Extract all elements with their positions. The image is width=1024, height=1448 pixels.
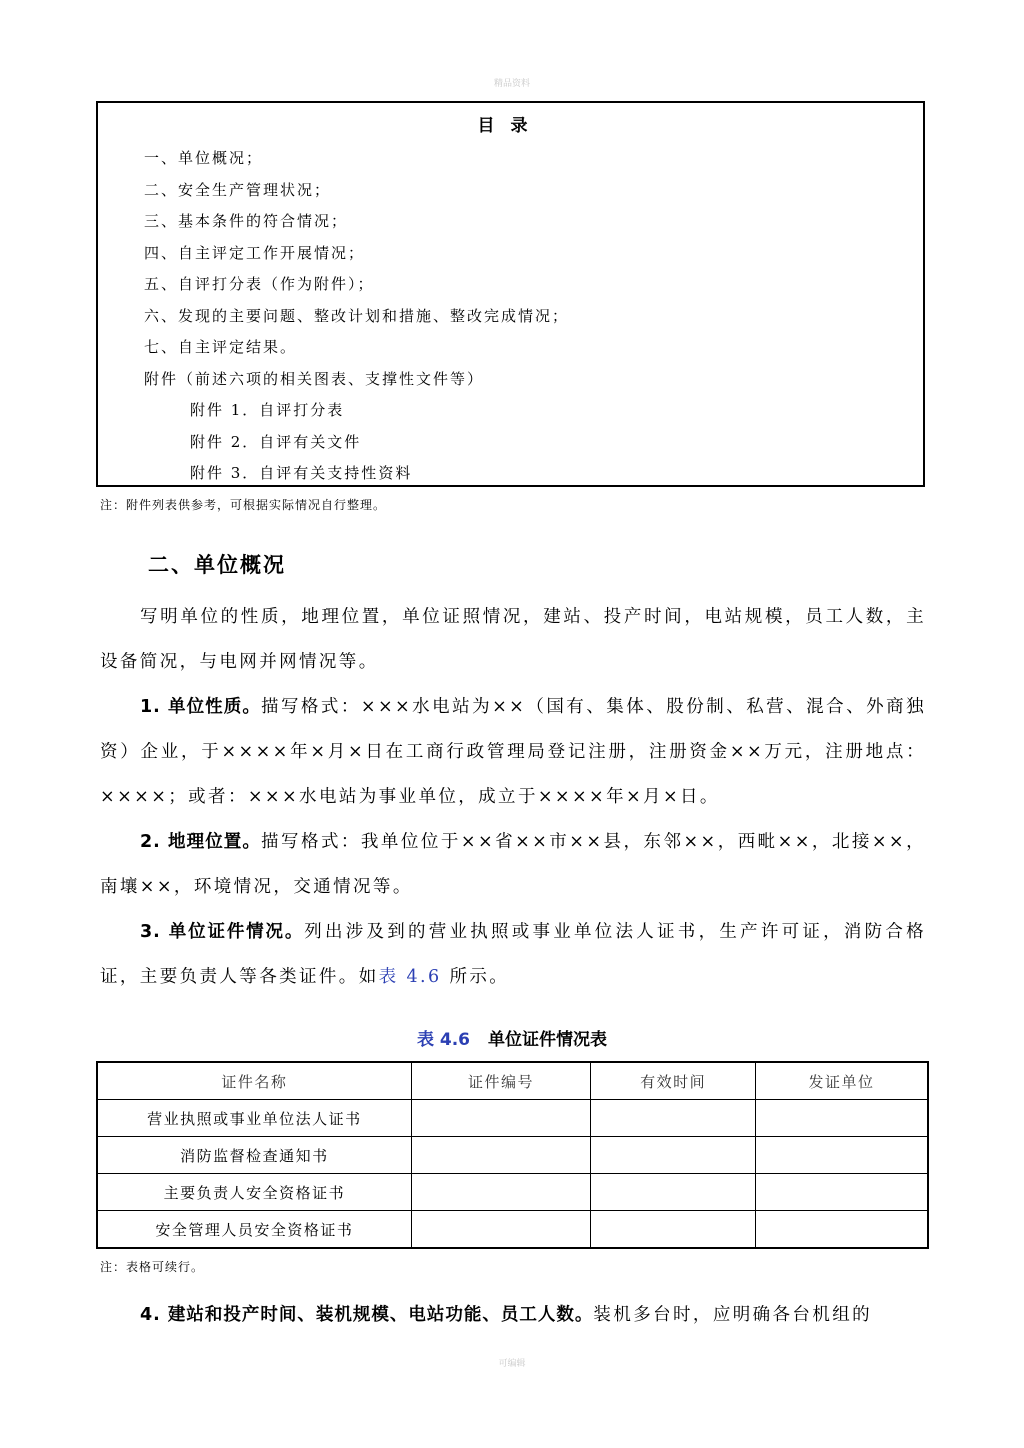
toc-item: 附件（前述六项的相关图表、支撑性文件等） [144, 370, 485, 388]
paragraph-build-time [100, 1293, 926, 1338]
toc-item: 五、自评打分表（作为附件）； [144, 275, 375, 293]
paragraph-unit-nature [100, 685, 926, 820]
table-caption [0, 1025, 1024, 1050]
paragraph-text: 描写格式：×××水电站为××（国有、集体、股份制、私营、混合、外商独资）企业，于××××年×月×日在工商行政管理局登记注册，注册资金××万元，注册地点：××××；或者：×××水电站为事业单位，成立于××××年×月×日。 [100, 697, 926, 807]
toc-item: 二、安全生产管理状况； [144, 181, 332, 199]
table-title: 单位证件情况表 [488, 1030, 608, 1050]
table-cell: 营业执照或事业单位法人证书 [97, 1100, 411, 1137]
table-cell [755, 1211, 928, 1249]
paragraph-text: 列出涉及到的营业执照或事业单位法人证书，生产许可证，消防合格证，主要负责人等各类证件。如 [100, 922, 926, 987]
table-cell [591, 1211, 756, 1249]
table-cell: 消防监督检查通知书 [97, 1137, 411, 1174]
toc-item: 七、自主评定结果。 [144, 338, 298, 356]
paragraph-lead: 1. 单位性质。 [140, 697, 261, 717]
table-row [97, 1137, 928, 1174]
column-header: 证件编号 [411, 1062, 591, 1100]
table-cell [591, 1137, 756, 1174]
intro-paragraph: 写明单位的性质，地理位置，单位证照情况，建站、投产时间，电站规模，员工人数，主设备简况，与电网并网情况等。 [100, 607, 926, 672]
toc-subitem: 附件 3．自评有关支持性资料 [190, 464, 413, 482]
table-row [97, 1100, 928, 1137]
table-cell: 主要负责人安全资格证书 [97, 1174, 411, 1211]
toc-item: 一、单位概况； [144, 149, 264, 167]
paragraph-location [100, 820, 926, 910]
table-cell [411, 1211, 591, 1249]
table-cell [591, 1100, 756, 1137]
paragraph-lead: 2. 地理位置。 [140, 832, 261, 852]
paragraph-lead: 3. 单位证件情况。 [140, 922, 305, 942]
toc-subitem: 附件 2．自评有关文件 [190, 433, 362, 451]
toc-item: 三、基本条件的符合情况； [144, 212, 349, 230]
footer-watermark: 可编辑 [498, 1359, 526, 1369]
table-cell [591, 1174, 756, 1211]
table-cell [755, 1174, 928, 1211]
toc-subitem: 附件 1．自评打分表 [190, 401, 345, 419]
toc-note: 注：附件列表供参考，可根据实际情况自行整理。 [100, 498, 387, 512]
table-number: 表 4.6 [416, 1030, 471, 1050]
table-row [97, 1211, 928, 1249]
table-row [97, 1174, 928, 1211]
certificate-table [96, 1061, 929, 1249]
toc-box [96, 101, 925, 487]
table-header-row [97, 1062, 928, 1100]
table-note: 注：表格可续行。 [100, 1260, 205, 1274]
column-header: 证件名称 [97, 1062, 411, 1100]
column-header: 发证单位 [755, 1062, 928, 1100]
column-header: 有效时间 [591, 1062, 756, 1100]
paragraph-text: 装机多台时，应明确各台机组的 [593, 1305, 873, 1325]
paragraph-certificates [100, 910, 926, 1000]
toc-item: 四、自主评定工作开展情况； [144, 244, 366, 262]
table-cell [411, 1100, 591, 1137]
table-cell: 安全管理人员安全资格证书 [97, 1211, 411, 1249]
paragraph-lead: 4. 建站和投产时间、装机规模、电站功能、员工人数。 [140, 1305, 594, 1325]
paragraph-text: 描写格式：我单位位于××省××市××县，东邻××，西毗××，北接××，南壤××，环境情况，交通情况等。 [100, 832, 926, 897]
table-cell [755, 1100, 928, 1137]
toc-item: 六、发现的主要问题、整改计划和措施、整改完成情况； [144, 307, 570, 325]
header-watermark: 精品资料 [493, 79, 530, 89]
table-cell [755, 1137, 928, 1174]
section-heading: 二、单位概况 [148, 553, 286, 577]
table-cell [411, 1174, 591, 1211]
paragraph-tail: 所示。 [441, 967, 510, 987]
table-cell [411, 1137, 591, 1174]
toc-title: 目录 [477, 116, 544, 136]
table-reference-link[interactable]: 表 4.6 [378, 967, 442, 987]
